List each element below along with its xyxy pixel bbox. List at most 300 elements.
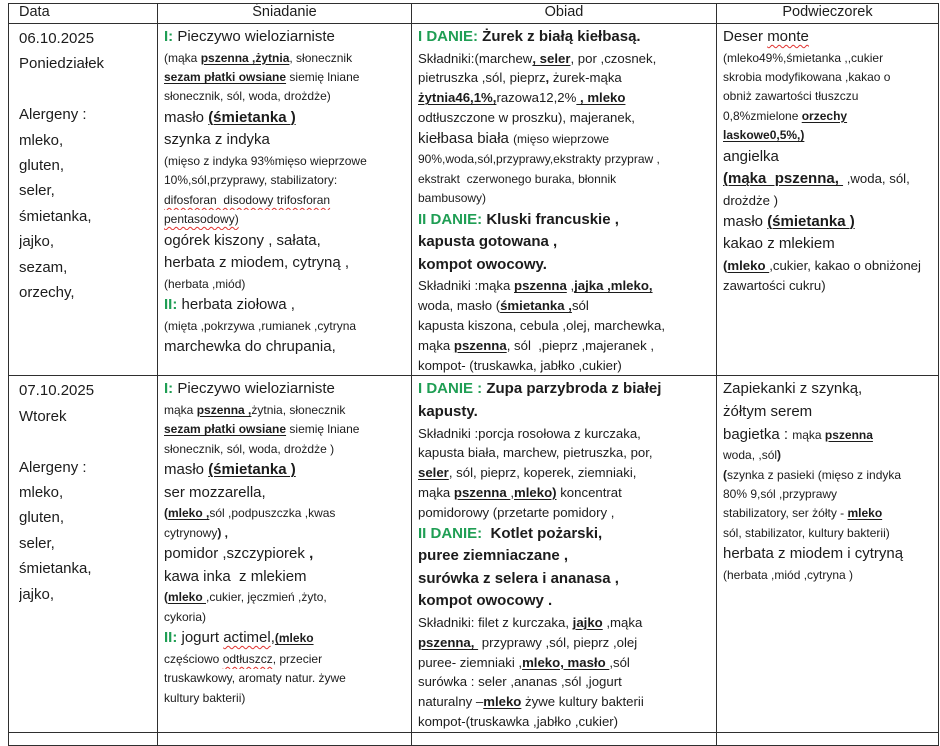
text-run: , — [510, 484, 515, 500]
text-run: I DANIE: — [418, 28, 483, 45]
text-run: Składniki: filet z kurczaka, — [418, 614, 573, 630]
text-run: mleko — [483, 694, 522, 710]
text-run: żytnia, słonecznik — [251, 402, 346, 417]
text-line — [418, 613, 712, 633]
text-run: , por ,czosnek, — [570, 50, 657, 66]
text-run: pomidorowy (przetarte pomidory , — [418, 504, 615, 520]
text-run: pentasodowy) — [164, 212, 239, 227]
text-line — [723, 566, 934, 585]
text-run: Kotlet pożarski, — [490, 524, 603, 542]
text-line — [723, 191, 934, 211]
text-line — [418, 276, 712, 296]
text-line — [418, 316, 712, 336]
text-run: kiełbasa biała — [418, 129, 514, 147]
text-run: Deser — [723, 28, 768, 45]
text-run: (mąka — [164, 50, 201, 65]
text-line — [418, 356, 712, 376]
text-run: , — [545, 70, 550, 86]
text-run: jajka ,mleko, — [574, 278, 653, 294]
text-run: mąka — [418, 337, 454, 353]
text-line — [164, 294, 407, 317]
text-run: Alergeny : — [19, 458, 87, 476]
text-run: surówka : seler ,ananas ,sól ,jogurt — [418, 674, 622, 690]
text-run: laskowe0,5%,) — [723, 128, 805, 143]
cutoff-cell — [9, 732, 158, 745]
text-run: kapusta kiszona, cebula ,olej, marchewka, — [418, 317, 666, 333]
text-run: ekstrakt czerwonego buraka, błonnik — [418, 171, 617, 186]
text-line — [418, 712, 712, 732]
text-line — [164, 171, 407, 190]
text-run: Poniedziałek — [19, 55, 105, 73]
text-run: pszenna, — [418, 634, 479, 650]
text-run: ogórek kiszony , sałata, — [164, 231, 321, 249]
menu-row-monday — [9, 24, 939, 376]
text-run: herbata ziołowa , — [177, 296, 295, 314]
text-run: ,cukier, kakao o obniżonej — [769, 257, 921, 273]
text-run: 07.10.2025 — [19, 382, 95, 400]
text-run: pszenna — [453, 484, 511, 500]
text-line — [19, 204, 153, 229]
text-run: odtłuszcz — [222, 651, 273, 666]
text-run: kawa inka z mlekiem — [164, 567, 307, 585]
text-line — [723, 26, 934, 49]
snack-cell-monday — [717, 24, 939, 376]
text-line — [164, 107, 407, 130]
text-run: puree ziemniaczane , — [418, 547, 569, 565]
text-line — [723, 543, 934, 566]
cutoff-cell — [717, 732, 939, 745]
text-line — [418, 128, 712, 151]
text-run: truskawkowy, aromaty natur. żywe — [164, 671, 346, 686]
text-run: Żurek z białą kiełbasą. — [482, 28, 641, 45]
text-run: , sól ,pieprz ,majeranek , — [506, 337, 655, 353]
text-line — [19, 404, 153, 429]
text-run: , mleko — [576, 90, 626, 106]
text-run: ( — [723, 467, 727, 482]
text-run: (mięta ,pokrzywa ,rumianek ,cytryna — [164, 318, 357, 333]
text-run: Składniki:(marchew — [418, 50, 533, 66]
text-run: pietruszka ,sól, pieprz — [418, 70, 546, 86]
text-line — [418, 545, 712, 568]
text-run: pomidor ,szczypiorek — [164, 545, 310, 563]
text-line — [164, 482, 407, 505]
text-line — [418, 170, 712, 189]
text-line — [418, 463, 712, 483]
text-run: jajko — [572, 614, 603, 630]
text-run: kakao z mlekiem — [723, 235, 835, 253]
text-run: (herbata ,miód) — [164, 276, 246, 291]
text-run: difosforan disodowy trifosforan — [164, 192, 331, 207]
text-run: sól ,podpuszczka ,kwas — [209, 506, 336, 521]
text-run: ( — [164, 590, 168, 605]
text-line — [723, 504, 934, 523]
text-line — [19, 556, 153, 581]
text-run: 10%,sól,przyprawy, stabilizatory: — [164, 173, 338, 188]
date-cell-tuesday — [9, 376, 158, 732]
text-run: ( — [164, 506, 168, 521]
text-line — [164, 420, 407, 439]
text-run: pszenna — [453, 337, 507, 353]
text-line — [418, 672, 712, 692]
text-run: ) , — [217, 525, 229, 540]
text-line — [19, 429, 153, 454]
text-run: pszenna — [824, 427, 873, 442]
text-run: (mięso wieprzowe — [513, 131, 610, 146]
text-line — [19, 255, 153, 280]
text-run: jogurt — [177, 629, 224, 647]
text-line — [164, 68, 407, 87]
text-line — [418, 633, 712, 653]
text-run: II DANIE: — [418, 524, 491, 542]
text-run: mleko, — [19, 483, 64, 501]
text-run: pszenna , — [196, 402, 252, 417]
text-run: ,woda, sól, — [843, 171, 910, 187]
text-line — [164, 252, 407, 275]
next-row-cutoff — [9, 732, 939, 745]
text-line — [723, 87, 934, 106]
text-line — [19, 26, 153, 51]
cutoff-cell — [412, 732, 717, 745]
text-run: Kluski francuskie , — [486, 210, 619, 228]
text-run: Pieczywo wieloziarniste — [173, 28, 335, 45]
text-run: mleko) — [514, 484, 557, 500]
text-run: szynka z indyka — [164, 131, 270, 149]
text-run: bagietka : — [723, 425, 793, 443]
text-line — [418, 401, 712, 424]
text-line — [418, 653, 712, 673]
text-line — [164, 26, 407, 49]
text-run: (śmietanka ) — [208, 461, 296, 479]
column-header-breakfast: Śniadanie — [158, 4, 412, 24]
text-line — [418, 108, 712, 128]
text-line — [19, 102, 153, 127]
text-run: Składniki :porcja rosołowa z kurczaka, — [418, 425, 641, 441]
text-run: , przecier — [272, 651, 323, 666]
text-run: Pieczywo wieloziarniste — [173, 380, 335, 398]
text-line — [418, 336, 712, 356]
text-run: mleko , — [168, 506, 210, 521]
text-line — [164, 440, 407, 459]
text-line — [723, 49, 934, 68]
text-line — [418, 503, 712, 523]
text-run: zawartości cukru) — [723, 277, 826, 293]
text-line — [164, 87, 407, 106]
text-run: sezam płatki owsiane — [164, 70, 287, 84]
header-row — [9, 4, 939, 24]
text-line — [418, 49, 712, 69]
text-run: jajko, — [19, 233, 55, 251]
text-line — [19, 582, 153, 607]
text-line — [164, 608, 407, 627]
cutoff-cell — [158, 732, 412, 745]
text-run: koncentrat — [556, 484, 622, 500]
text-run: przyprawy ,sól, pieprz ,olej — [478, 634, 638, 650]
text-line — [164, 230, 407, 253]
text-line — [164, 152, 407, 171]
text-line — [164, 191, 407, 210]
text-line — [723, 276, 934, 296]
text-line — [418, 523, 712, 546]
text-run: siemię lniane — [286, 422, 360, 437]
text-run: drożdże ) — [723, 192, 778, 208]
text-run: mleko, — [19, 131, 64, 149]
column-header-lunch: Obiad — [412, 4, 717, 24]
text-run: śmietanka, — [19, 207, 92, 225]
text-run: , słonecznik — [289, 50, 353, 65]
text-run: (mleko49%,śmietanka ,,cukier — [723, 50, 884, 65]
text-line — [723, 233, 934, 256]
text-run: marchewka do chrupania, — [164, 338, 336, 356]
lunch-cell-monday — [412, 24, 717, 376]
text-line — [164, 689, 407, 708]
text-run: , — [309, 545, 314, 563]
text-line — [19, 280, 153, 305]
menu-table-page — [8, 3, 938, 746]
text-line — [164, 275, 407, 294]
text-run: (mleko — [274, 631, 314, 646]
text-run: sól, stabilizator, kultury bakterii) — [723, 525, 890, 540]
text-line — [418, 296, 712, 316]
text-line — [19, 229, 153, 254]
text-run: cykoria) — [164, 609, 207, 624]
text-run: , sól, pieprz, koperek, ziemniaki, — [448, 465, 637, 481]
text-run: żurek-mąka — [549, 70, 622, 86]
text-run: I DANIE : — [418, 380, 487, 398]
text-line — [723, 401, 934, 424]
text-run: herbata z miodem, cytryną , — [164, 254, 350, 272]
text-line — [418, 568, 712, 591]
lunch-cell-tuesday — [412, 376, 717, 732]
text-run: seler, — [19, 182, 55, 200]
text-run: ,mąka — [602, 614, 643, 630]
text-run: siemię lniane — [286, 70, 360, 84]
text-line — [418, 692, 712, 712]
text-run: obniż zawartości tłuszczu — [723, 89, 859, 104]
column-header-snack: Podwieczorek — [717, 4, 939, 24]
text-line — [19, 505, 153, 530]
text-run: żywe kultury bakterii — [521, 694, 644, 710]
text-run: Zapiekanki z szynką, — [723, 380, 863, 398]
text-run: masło — [164, 108, 209, 126]
text-line — [164, 504, 407, 523]
text-run: (mąka pszenna, — [723, 170, 844, 188]
text-line — [418, 254, 712, 277]
text-run: sezam, — [19, 258, 68, 276]
text-line — [164, 129, 407, 152]
text-run: śmietanka , — [500, 298, 572, 314]
text-run: ser mozzarella, — [164, 483, 266, 501]
text-run: pszenna — [514, 278, 567, 294]
text-line — [723, 211, 934, 234]
date-cell-monday — [9, 24, 158, 376]
snack-cell-tuesday — [717, 376, 939, 732]
text-run: , — [270, 629, 275, 647]
text-run: ) — [777, 448, 782, 463]
breakfast-cell-tuesday — [158, 376, 412, 732]
text-line — [19, 378, 153, 403]
text-run: I: — [164, 28, 174, 45]
text-line — [19, 455, 153, 480]
text-run: (śmietanka ) — [208, 108, 296, 126]
text-line — [164, 650, 407, 669]
text-run: 80% 9,sól ,przyprawy — [723, 486, 838, 501]
text-run: gluten, — [19, 157, 65, 175]
text-line — [723, 146, 934, 169]
text-run: Zupa parzybroda z białej — [486, 380, 662, 398]
text-run: orzechy — [801, 108, 848, 123]
menu-row-tuesday — [9, 376, 939, 732]
text-run: kapusty. — [418, 402, 478, 420]
text-run: surówka z selera i ananasa , — [418, 569, 619, 587]
text-run: kompot owocowy . — [418, 592, 553, 610]
text-run: angielka — [723, 147, 779, 165]
text-line — [418, 68, 712, 88]
text-run: Wtorek — [19, 407, 67, 425]
text-line — [723, 107, 934, 126]
text-run: częściowo — [164, 651, 223, 666]
text-run: słonecznik, sól, woda, drożdże ) — [164, 441, 335, 456]
text-run: sezam płatki owsiane — [164, 422, 287, 437]
text-run: sól — [571, 298, 589, 314]
text-line — [19, 531, 153, 556]
text-line — [418, 590, 712, 613]
text-line — [723, 485, 934, 504]
text-run: orzechy, — [19, 284, 75, 302]
text-run: woda, masło ( — [418, 298, 501, 314]
text-run: razowa12,2% — [496, 90, 577, 106]
text-run: kapusta gotowana , — [418, 233, 558, 251]
text-run: woda, ,sól — [723, 448, 778, 463]
text-run: pszenna ,żytnia — [200, 50, 290, 65]
text-run: odtłuszczone w proszku), majeranek, — [418, 109, 635, 125]
breakfast-cell-monday — [158, 24, 412, 376]
text-line — [723, 126, 934, 145]
text-line — [723, 378, 934, 401]
text-line — [19, 77, 153, 102]
text-run: mąka — [792, 427, 825, 442]
text-line — [723, 256, 934, 276]
text-run: Alergeny : — [19, 106, 87, 124]
text-line — [164, 210, 407, 229]
text-line — [418, 378, 712, 401]
text-run: słonecznik, sól, woda, drożdże) — [164, 89, 331, 104]
text-line — [723, 466, 934, 485]
text-line — [19, 480, 153, 505]
text-line — [723, 68, 934, 87]
text-line — [164, 317, 407, 336]
text-line — [19, 178, 153, 203]
text-line — [19, 153, 153, 178]
text-run: kultury bakterii) — [164, 690, 246, 705]
text-line — [164, 669, 407, 688]
text-run: I: — [164, 380, 174, 398]
text-run: ,sól — [609, 654, 630, 670]
text-run: mąka — [164, 402, 197, 417]
text-run: monte — [767, 28, 809, 45]
text-run: masło — [723, 212, 768, 230]
text-line — [723, 524, 934, 543]
text-run: mleko — [847, 506, 883, 521]
text-run: (śmietanka ) — [767, 212, 855, 230]
text-run: 0,8%zmielone — [723, 108, 802, 123]
text-run: ,cukier, jęczmień ,żyto, — [206, 590, 327, 605]
text-run: herbata z miodem i cytryną — [723, 545, 904, 563]
text-line — [418, 424, 712, 444]
text-line — [418, 443, 712, 463]
text-line — [418, 150, 712, 169]
text-run: kapusta biała, marchew, pietruszka, por, — [418, 445, 653, 461]
text-run: II DANIE: — [418, 210, 487, 228]
text-line — [19, 51, 153, 76]
text-line — [418, 189, 712, 208]
text-run: gluten, — [19, 509, 65, 527]
text-run: stabilizatory, ser żółty - — [723, 506, 848, 521]
text-line — [723, 168, 934, 191]
text-line — [723, 424, 934, 447]
text-run: mleko — [168, 590, 207, 605]
text-line — [164, 588, 407, 607]
text-run: , — [566, 278, 575, 294]
text-line — [418, 483, 712, 503]
text-run: (herbata ,miód ,cytryna ) — [723, 567, 854, 582]
text-line — [164, 401, 407, 420]
text-run: seler, — [19, 534, 55, 552]
text-line — [723, 446, 934, 465]
text-run: naturalny – — [418, 694, 484, 710]
text-run: kompot- (truskawka, jabłko ,cukier) — [418, 357, 622, 373]
text-line — [164, 336, 407, 359]
text-run: śmietanka, — [19, 560, 92, 578]
text-line — [418, 209, 712, 232]
text-run: II: — [164, 629, 178, 647]
text-run: cytrynowy — [164, 525, 218, 540]
text-line — [164, 524, 407, 543]
text-run: skrobia modyfikowana ,kakao o — [723, 70, 891, 84]
text-run: (mięso z indyka 93%mięso wieprzowe — [164, 154, 367, 168]
text-run: 90%,woda,sól,przyprawy,ekstrakty przypraw , — [418, 152, 660, 167]
text-run: masło — [164, 461, 209, 479]
text-run: bambusowy) — [418, 191, 487, 206]
text-run: Składniki :mąka — [418, 278, 515, 294]
text-run: żółtym serem — [723, 402, 813, 420]
text-line — [164, 459, 407, 482]
text-line — [19, 128, 153, 153]
column-header-data: Data — [9, 4, 158, 24]
text-run: puree- ziemniaki , — [418, 654, 523, 670]
text-run: 06.10.2025 — [19, 30, 95, 47]
weekly-menu-table — [8, 3, 939, 746]
text-line — [164, 543, 407, 566]
text-line — [418, 231, 712, 254]
text-line — [418, 88, 712, 108]
text-run: żytnia46,1%, — [418, 90, 497, 106]
text-run: mąka — [418, 484, 454, 500]
text-line — [164, 378, 407, 401]
text-line — [164, 566, 407, 589]
text-run: szynka z pasieki (mięso z indyka — [727, 467, 902, 482]
text-run: mleko, masło — [522, 654, 610, 670]
text-run: kompot-(truskawka ,jabłko ,cukier) — [418, 713, 619, 729]
text-run: II: — [164, 296, 178, 314]
text-run: jajko, — [19, 585, 55, 603]
text-run: , seler — [532, 50, 571, 66]
text-run: mleko — [727, 257, 770, 273]
text-run: ( — [723, 257, 728, 273]
text-run: seler — [418, 465, 449, 481]
text-line — [164, 627, 407, 650]
text-line — [418, 26, 712, 49]
text-run: kompot owocowy. — [418, 255, 547, 273]
